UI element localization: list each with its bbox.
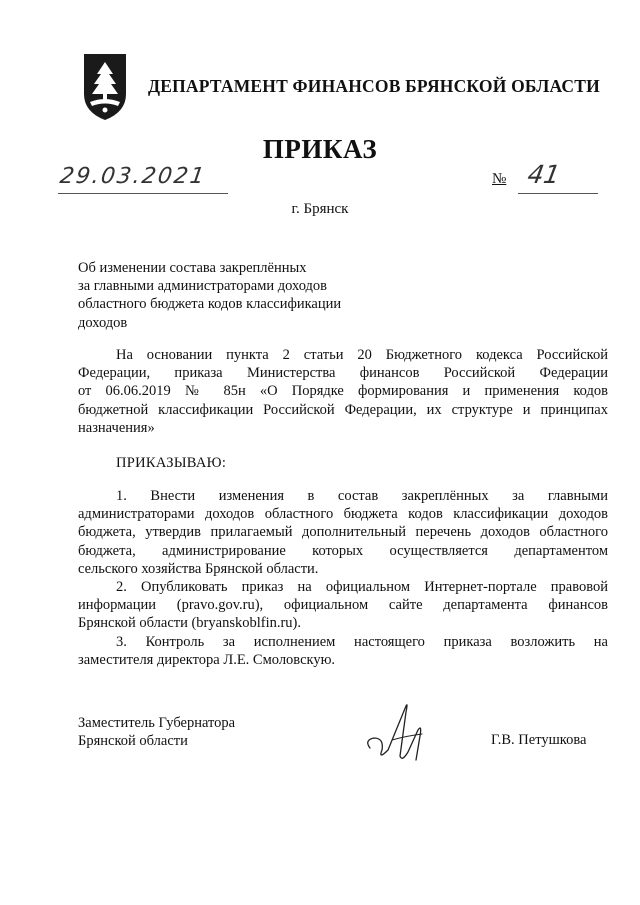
city-line: г. Брянск [291,201,349,217]
item-line: бюджета, утвердив прилагаемый дополнительный перечень доходов областного [78,524,608,541]
preamble-line: от 06.06.2019 № 85н «О Порядке формирования и применения кодов [78,383,608,400]
order-word: ПРИКАЗЫВАЮ: [116,455,227,471]
date-underline [58,193,228,194]
department-name: ДЕПАРТАМЕНТ ФИНАНСОВ БРЯНСКОЙ ОБЛАСТИ [148,76,600,96]
number-label: № [492,171,507,187]
subject-line: областного бюджета кодов классификации [78,296,342,313]
item-line: 3. Контроль за исполнением настоящего приказа возложить на [116,633,608,650]
item-line: сельского хозяйства Брянской области. [78,560,319,577]
item-line: бюджета, администрирование которых осуществляется департаментом [78,542,608,559]
item-line: администраторами доходов областного бюджета кодов классификации доходов [78,506,608,523]
item-line: Брянской области (bryanskoblfin.ru). [78,615,302,632]
handwritten-date: 29.03.2021 [58,164,208,189]
document-title: ПРИКАЗ [262,134,378,164]
item-line: 2. Опубликовать приказ на официальном Интернет-портале правовой [116,579,608,596]
signatory-position-line: Заместитель Губернатора [78,715,236,731]
preamble-line: бюджетной классификации Российской Федерации, их структуре и принципах [78,401,608,418]
item-line: информации (pravo.gov.ru), официальном сайте департамента финансов [78,597,608,614]
subject-line: доходов [78,314,128,331]
number-underline [518,193,598,194]
subject-line: Об изменении состава закреплённых [78,260,307,276]
signatory-position [78,714,235,750]
preamble-line: назначения» [78,419,155,436]
signatory-position-line: Брянской области [78,733,188,750]
handwritten-signature [362,700,442,770]
bryansk-coat-of-arms-icon [80,52,130,122]
subject-line: за главными администраторами доходов [78,278,328,295]
preamble-paragraph [78,346,608,437]
signatory-name: Г.В. Петушкова [491,732,587,748]
item-line: 1. Внести изменения в состав закреплённых за главными [116,488,608,504]
item-line: заместителя директора Л.Е. Смоловскую. [78,651,336,668]
order-items [78,487,608,669]
handwritten-number: 41 [525,160,563,189]
preamble-line: Федерации, приказа Министерства финансов Российской Федерации [78,365,608,382]
preamble-line: На основании пункта 2 статьи 20 Бюджетного кодекса Российской [116,347,608,363]
document-subject [78,259,398,332]
